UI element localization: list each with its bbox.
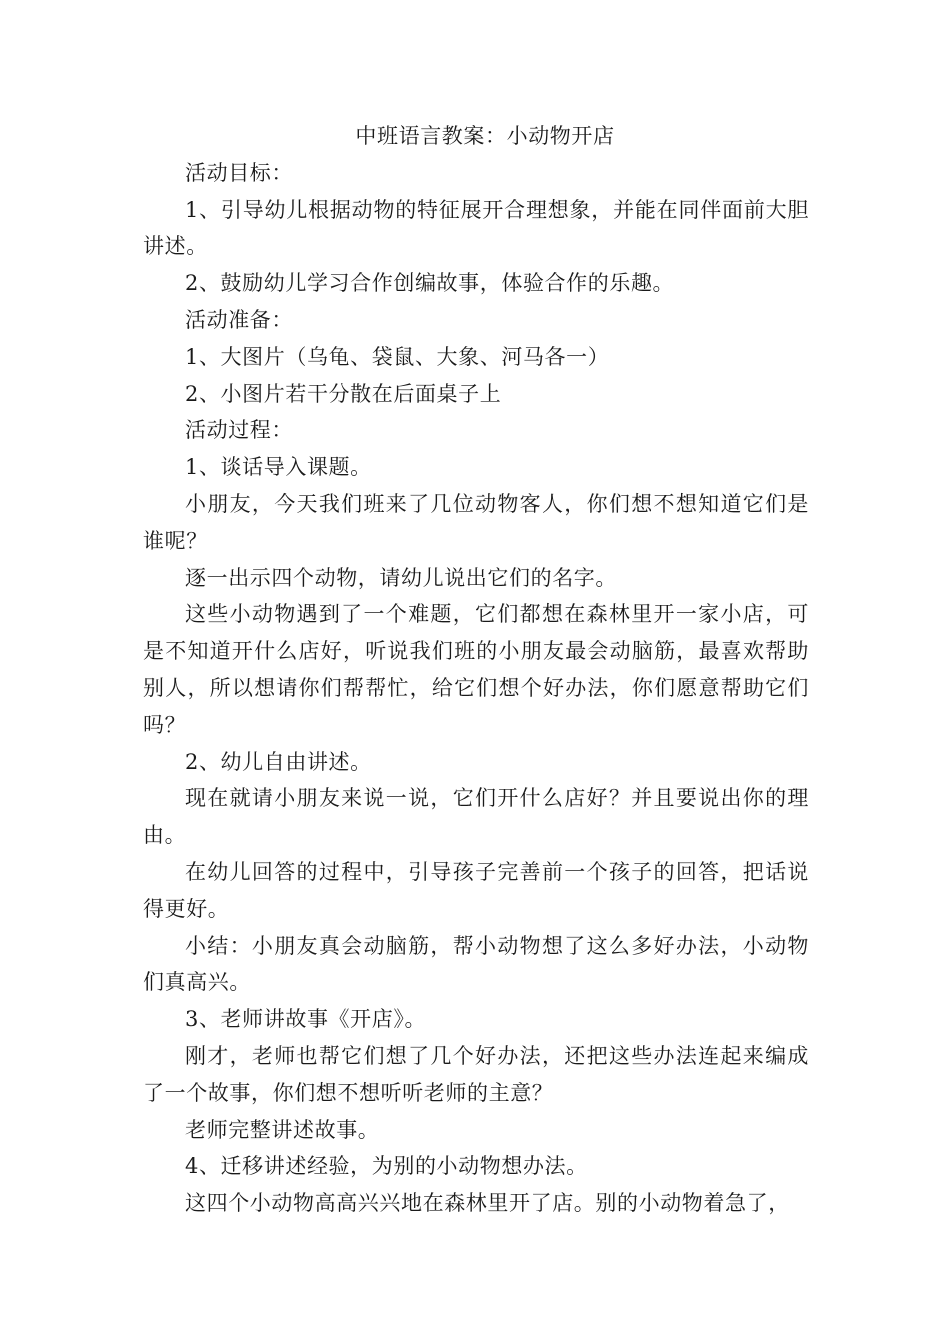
goal-item-1: 1、引导幼儿根据动物的特征展开合理想象，并能在同伴面前大胆讲述。: [143, 197, 809, 259]
paragraph: 这四个小动物高高兴兴地在森林里开了店。别的小动物着急了，: [185, 1191, 790, 1216]
preparation-item-1: 1、大图片（乌龟、袋鼠、大象、河马各一）: [185, 344, 610, 369]
goal-item-2: 2、鼓励幼儿学习合作创编故事，体验合作的乐趣。: [185, 271, 675, 296]
paragraph: 小朋友，今天我们班来了几位动物客人，你们想不想知道它们是谁呢？: [143, 491, 809, 553]
document-body: [143, 118, 809, 1222]
paragraph: 小结：小朋友真会动脑筋，帮小动物想了这么多好办法，小动物们真高兴。: [143, 933, 809, 995]
process-step-1: 1、谈话导入课题。: [185, 455, 372, 480]
paragraph: 现在就请小朋友来说一说，它们开什么店好？并且要说出你的理由。: [143, 786, 809, 848]
document-title: 中班语言教案：小动物开店: [355, 124, 615, 148]
paragraph: 老师完整讲述故事。: [185, 1117, 380, 1142]
paragraph: 逐一出示四个动物，请幼儿说出它们的名字。: [185, 565, 617, 590]
paragraph: 这些小动物遇到了一个难题，它们都想在森林里开一家小店，可是不知道开什么店好，听说我们班的小朋友最会动脑筋，最喜欢帮助别人，所以想请你们帮帮忙，给它们想个好办法，你们愿意帮助它们吗？: [143, 602, 809, 737]
process-step-3: 3、老师讲故事《开店》。: [185, 1007, 427, 1032]
paragraph: 刚才，老师也帮它们想了几个好办法，还把这些办法连起来编成了一个故事，你们想不想听听老师的主意？: [143, 1043, 809, 1105]
section-heading-process: 活动过程：: [185, 418, 293, 443]
section-heading-goals: 活动目标：: [185, 160, 293, 185]
paragraph: 在幼儿回答的过程中，引导孩子完善前一个孩子的回答，把话说得更好。: [143, 859, 809, 921]
preparation-item-2: 2、小图片若干分散在后面桌子上: [185, 381, 502, 406]
section-heading-preparation: 活动准备：: [185, 307, 293, 332]
process-step-4: 4、迁移讲述经验，为别的小动物想办法。: [185, 1154, 588, 1179]
process-step-2: 2、幼儿自由讲述。: [185, 749, 372, 774]
